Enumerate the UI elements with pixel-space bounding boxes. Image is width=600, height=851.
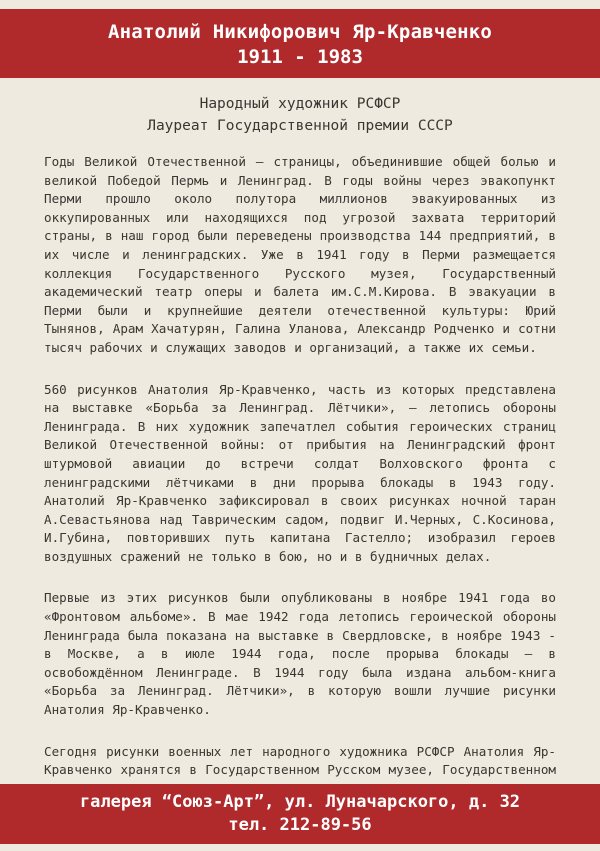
paragraph: Первые из этих рисунков были опубликованы в ноябре 1941 года во «Фронтовом альбоме». В мае 1942 года летопись героической обороны Ленинграда была показана на выставке в Свердловске, в ноябре 1943 - в Москве, а в июле 1944 года, после прорыва блокады – в освобождённом Ленинграде. В 1944 году была издана альбом-книга «Борьба за Ленинград. Лётчики», в которую вошли лучшие рисунки Анатолия Яр-Кравченко.	[44, 590, 556, 718]
gallery-phone: тел. 212-89-56	[228, 815, 372, 835]
subtitle	[0, 93, 600, 137]
subtitle-award: Лауреат Государственной премии СССР	[147, 118, 453, 134]
paragraph: Годы Великой Отечественной – страницы, объединившие общей болью и великой Победой Пермь и Ленинград. В годы войны через эвакопункт Перми прошло около полутора миллионов эвакуированных из оккупированных или находящихся под угрозой захвата территорий страны, в наш город были переведены производства 144 предприятий, в их числе и ленинградских. Уже в 1941 году в Перми размещается коллекция Государственного Русского музея, Государственный академический театр оперы и балета им.С.М.Кирова. В эвакуации в Перми были и крупнейшие деятели отечественной культуры: Юрий Тынянов, Арам Хачатурян, Галина Уланова, Александр Родченко и сотни тысяч рабочих и служащих заводов и организаций, а также их семьи.	[44, 154, 556, 355]
footer-banner	[0, 784, 600, 844]
subtitle-title: Народный художник РСФСР	[199, 96, 401, 112]
header-banner	[0, 9, 600, 78]
article-body	[44, 153, 556, 821]
paragraph: Сегодня рисунки военных лет народного художника РСФСР Анатолия Яр-Кравченко хранятся в Государственном Русском музее, Государственном	[44, 743, 556, 778]
gallery-address: галерея “Союз-Арт”, ул. Луначарского, д. 32	[79, 792, 521, 812]
paragraph: 560 рисунков Анатолия Яр-Кравченко, часть из которых представлена на выставке «Борьба за Ленинград. Лётчики», – летопись обороны Ленинграда. В них художник запечатлел события героических страниц Великой Отечественной войны: от прибытия на Ленинградский фронт штурмовой авиации до встречи солдат Волховского фронта с ленинградскими лётчиками в дни прорыва блокады в 1943 году. Анатолий Яр-Кравченко зафиксировал в своих рисунках ночной таран А.Севастьянова над Таврическим садом, подвиг И.Черных, С.Косинова, И.Губина, повторивших путь капитана Гастелло; изобразил героев воздушных сражений не только в бою, но и в будничных делах.	[44, 381, 556, 564]
artist-name: Анатолий Никифорович Яр-Кравченко	[107, 21, 493, 43]
artist-years: 1911 - 1983	[237, 46, 363, 68]
